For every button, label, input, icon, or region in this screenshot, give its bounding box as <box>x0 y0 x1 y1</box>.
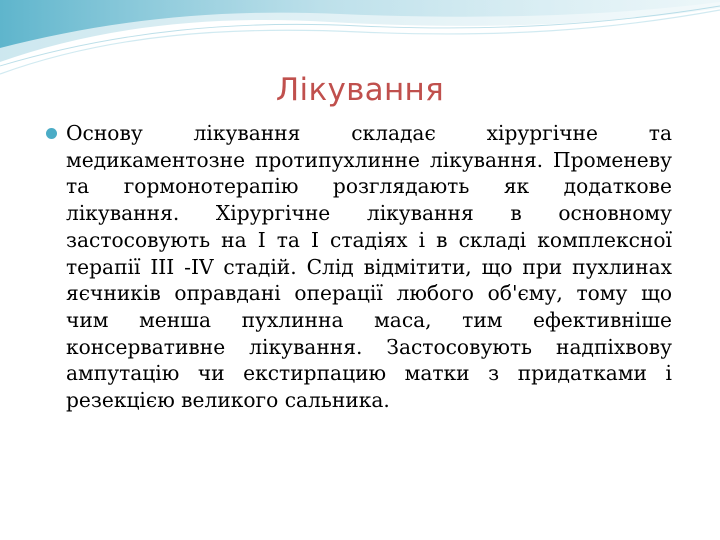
bullet-dot-icon <box>46 128 57 139</box>
slide-title: Лікування <box>275 72 445 108</box>
bullet-item <box>46 120 672 414</box>
slide-body <box>46 120 672 414</box>
bullet-text: Основу лікування складає хірургічне та медикаментозне протипухлинне лікування. Променеву та гормонотерапію розглядають як додаткове лікування. Хірургічне лікування в основному застосовують на I та I стадіях і в складі комплексної терапії III -IV стадій. Слід відмітити, що при пухлинах яєчників оправдані операції любого об'єму, тому що чим менша пухлинна маса, тим ефективніше консервативне лікування. Застосовують надпіхвову ампутацію чи екстирпацию матки з придатками і резекцією великого сальника. <box>66 121 672 413</box>
